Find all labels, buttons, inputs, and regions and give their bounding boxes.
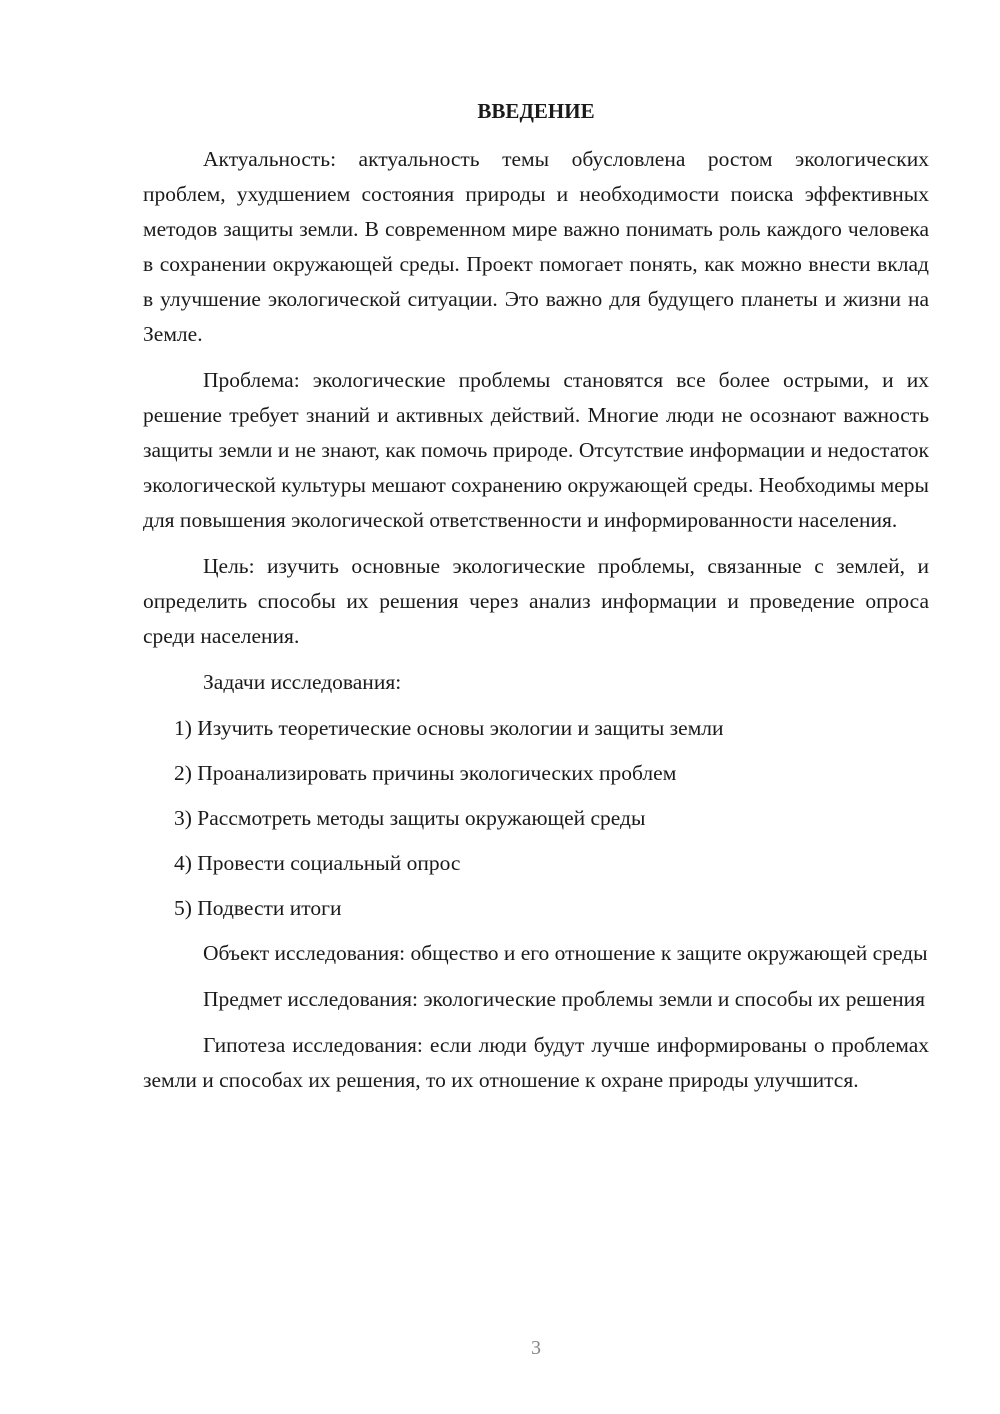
- list-item: 5) Подвести итоги: [174, 896, 342, 920]
- list-item: 2) Проанализировать причины экологических проблем: [174, 761, 677, 785]
- paragraph-relevance: Актуальность: актуальность темы обусловлена ростом экологических проблем, ухудшением состояния природы и необходимости поиска эффективных методов защиты земли. В современном мире важно понимать роль каждого человека в сохранении окружающей среды. Проект помогает понять, как можно внести вклад в улучшение экологической ситуации. Это важно для будущего планеты и жизни на Земле.: [143, 147, 929, 346]
- paragraph-problem: Проблема: экологические проблемы становятся все более острыми, и их решение требует знаний и активных действий. Многие люди не осознают важность защиты земли и не знают, как помочь природе. Отсутствие информации и недостаток экологической культуры мешают сохранению окружающей среды. Необходимы меры для повышения экологической ответственности и информированности населения.: [143, 368, 929, 532]
- paragraph-goal: Цель: изучить основные экологические проблемы, связанные с землей, и определить способы их решения через анализ информации и проведение опроса среди населения.: [143, 554, 929, 648]
- list-item: 3) Рассмотреть методы защиты окружающей среды: [174, 806, 646, 830]
- list-item: 1) Изучить теоретические основы экологии и защиты земли: [174, 716, 724, 740]
- document-body: [143, 142, 929, 1109]
- tasks-list: [143, 711, 929, 926]
- paragraph-object: Объект исследования: общество и его отношение к защите окружающей среды: [203, 941, 928, 965]
- page-number: 3: [531, 1337, 541, 1359]
- list-item: 4) Провести социальный опрос: [174, 851, 461, 875]
- paragraph-tasks-intro: Задачи исследования:: [203, 670, 402, 694]
- paragraph-hypothesis: Гипотеза исследования: если люди будут лучше информированы о проблемах земли и способах их решения, то их отношение к охране природы улучшится.: [143, 1033, 929, 1092]
- page-title: ВВЕДЕНИЕ: [477, 99, 595, 123]
- paragraph-subject: Предмет исследования: экологические проблемы земли и способы их решения: [203, 987, 926, 1011]
